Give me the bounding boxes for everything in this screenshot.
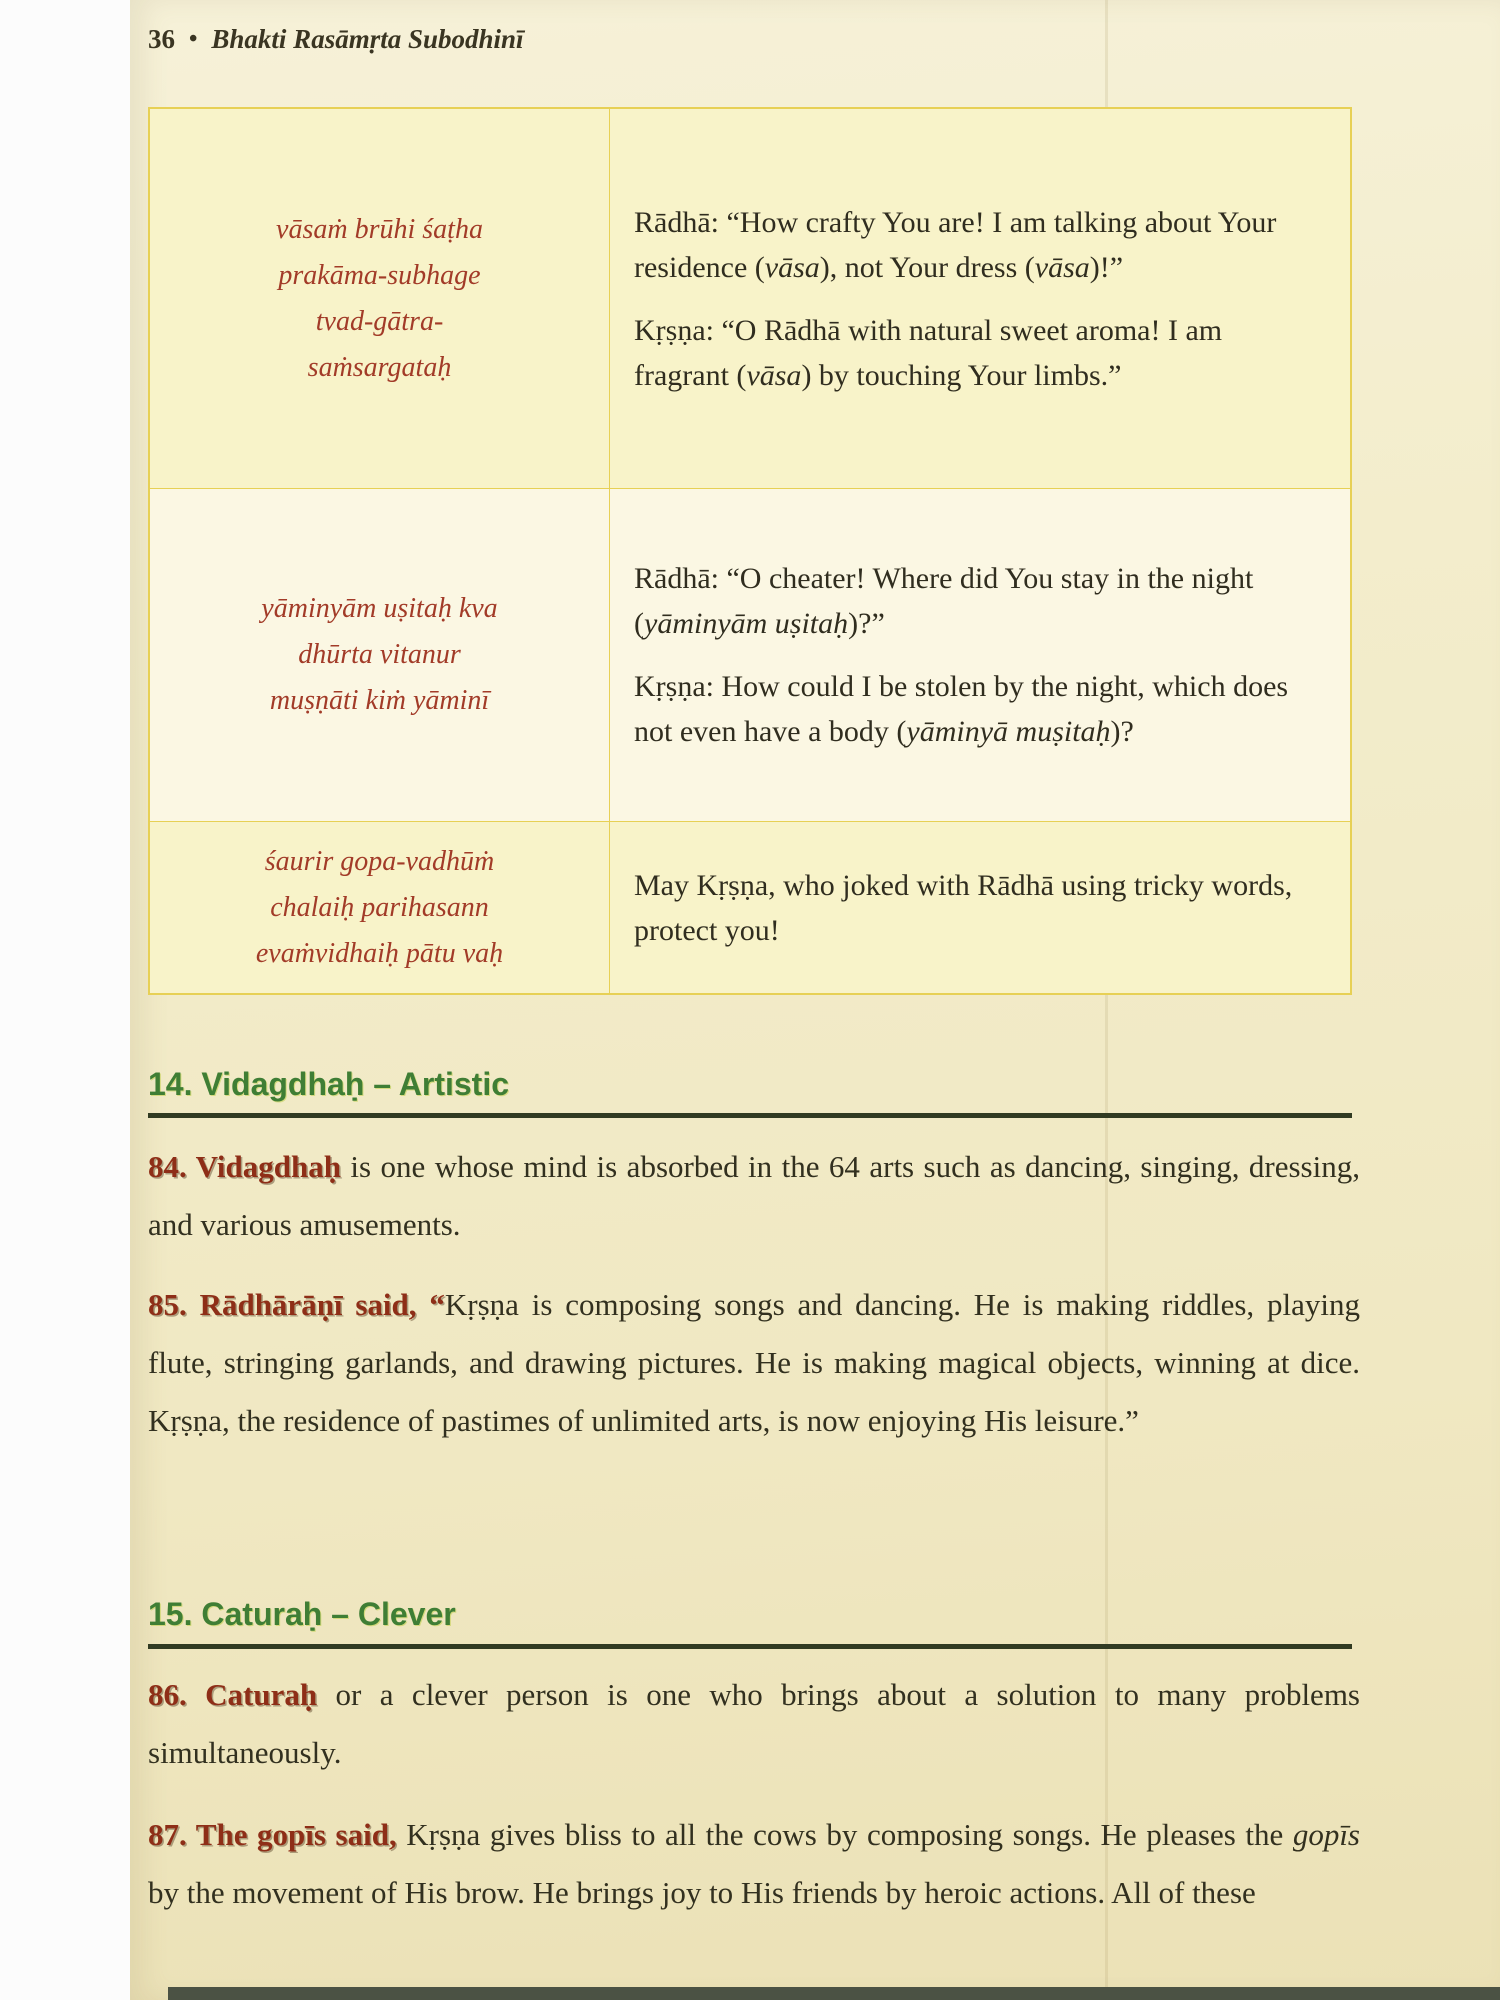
scan-bottom-edge xyxy=(168,1987,1500,2000)
translation-paragraph: Kṛṣṇa: “O Rādhā with natural sweet aroma! I am fragrant (vāsa) by touching Your limbs.” xyxy=(634,313,1223,392)
sanskrit-line: vāsaṁ brūhi śaṭha xyxy=(276,213,483,245)
body-paragraph-85: 85. Rādhārāṇī said, “Kṛṣṇa is composing songs and dancing. He is making riddles, playing flute, stringing garlands, and drawing pictures. He is making magical objects, winning at dice. Kṛṣṇa, the residence of pastimes of unlimited arts, is now enjoying His leisure.” xyxy=(148,1287,1360,1438)
table-row xyxy=(150,109,1350,489)
table-row xyxy=(150,822,1350,993)
translation-paragraph: Rādhā: “How crafty You are! I am talking about Your residence (vāsa), not Your dress (vāsa)!” xyxy=(634,205,1277,284)
table-row xyxy=(150,489,1350,822)
heading-rule xyxy=(148,1113,1352,1118)
body-paragraph-87: 87. The gopīs said, Kṛṣṇa gives bliss to all the cows by composing songs. He pleases the gopīs by the movement of His brow. He brings joy to His friends by heroic actions. All of these xyxy=(148,1817,1360,1910)
sanskrit-cell xyxy=(150,109,610,488)
sanskrit-line: śaurir gopa-vadhūṁ xyxy=(264,845,495,877)
page-number: 36 xyxy=(148,24,175,54)
translation-paragraph: Rādhā: “O cheater! Where did You stay in the night (yāminyām uṣitaḥ)?” xyxy=(634,562,1254,640)
sanskrit-cell xyxy=(150,489,610,821)
translation-cell xyxy=(610,489,1350,821)
bullet-separator-icon: • xyxy=(189,26,198,52)
translation-cell xyxy=(610,109,1350,488)
translation-paragraph: May Kṛṣṇa, who joked with Rādhā using tricky words, protect you! xyxy=(634,868,1293,947)
page-header xyxy=(148,24,524,55)
sanskrit-line: chalaiḥ parihasann xyxy=(270,891,489,923)
book-title: Bhakti Rasāmṛta Subodhinī xyxy=(211,24,524,54)
sanskrit-line: muṣṇāti kiṁ yāminī xyxy=(269,685,490,716)
sanskrit-line: saṁsargataḥ xyxy=(307,351,452,383)
sanskrit-line: yāminyām uṣitaḥ kva xyxy=(261,593,498,624)
heading-rule xyxy=(148,1644,1352,1649)
section-heading-caturah: 15. Caturaḥ – Clever xyxy=(148,1596,456,1632)
sanskrit-cell xyxy=(150,822,610,993)
sanskrit-line: evaṁvidhaiḥ pātu vaḥ xyxy=(255,937,504,969)
body-paragraph-86: 86. Caturaḥ or a clever person is one who brings about a solution to many problems simultaneously. xyxy=(148,1677,1360,1770)
translation-paragraph: Kṛṣṇa: How could I be stolen by the night, which does not even have a body (yāminyā muṣitaḥ)? xyxy=(634,670,1289,748)
sanskrit-line: tvad-gātra- xyxy=(315,305,444,337)
sanskrit-line: dhūrta vitanur xyxy=(298,639,461,670)
body-paragraph-84: 84. Vidagdhaḥ is one whose mind is absorbed in the 64 arts such as dancing, singing, dressing, and various amusements. xyxy=(148,1149,1360,1242)
translation-cell xyxy=(610,822,1350,993)
sanskrit-line: prakāma-subhage xyxy=(278,259,481,291)
verse-table xyxy=(148,107,1352,995)
section-heading-vidagdhah: 14. Vidagdhaḥ – Artistic xyxy=(148,1066,509,1102)
scanned-book-page xyxy=(130,0,1500,2000)
